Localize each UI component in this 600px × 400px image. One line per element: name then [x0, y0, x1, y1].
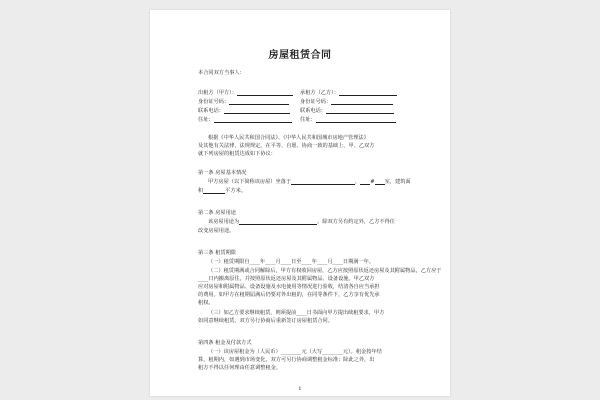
page-title: 房屋租赁合同 — [268, 50, 332, 61]
article-3-para-1: （一）租赁期限自____年____月____日至____年____月____日期满一年。 — [208, 259, 375, 265]
article-3-para-2-line-1: （二）租赁期满或合同解除后，甲方有权收回房屋，乙方应按照原状返还房屋及其附属物品，乙方应于 — [208, 268, 442, 274]
article-4-heading: 第四条 租金及付款方式 — [198, 340, 252, 346]
article-4-para-1-line-1: （一）该房屋租金为（人民币）________元（大写________元）。租金按年结 — [208, 349, 382, 355]
article-3-para-2-line-5: 租权。 — [198, 300, 214, 306]
article-3-para-3-line-1: （三）如乙方要求继续租赁，则须提前____日书面向甲方提出续租要求，甲方 — [208, 310, 385, 316]
preamble-line-1: 根据《中华人民共和国合同法》、《中华人民共和国城市房地产管理法》 — [208, 135, 369, 141]
address-right: 住址： — [300, 117, 396, 123]
article-2-line-1: 该房屋用途为 。除双方另有约定外，乙方不得任 — [208, 219, 395, 225]
article-3-para-2-line-2: ____日内搬离原住，并按照原状返还房屋及其附属物品、设备设施。甲乙双方 — [198, 276, 375, 282]
article-2-line-2: 改变房屋用途。 — [198, 228, 235, 234]
lessee-label: 承租方（乙方）： — [300, 90, 397, 96]
phone-right: 联系电话： — [300, 108, 394, 114]
lessor-label: 出租方（甲方）： — [198, 90, 293, 96]
article-4-para-1-line-2: 算，租期内，如遇到市场变化，双方可另行协商调整租金标准；除此之外，出 — [198, 357, 375, 363]
article-2-heading: 第二条 房屋用途 — [198, 210, 236, 216]
document-page — [150, 10, 450, 396]
preamble-line-3: 就下列房屋的租赁达成如下协议： — [198, 151, 276, 157]
article-3-para-2-line-3: 应对房屋和附属物品、设备设施及水电使用等情况进行验收，结清各自应当承担 — [198, 284, 380, 290]
address-left: 住址： — [198, 117, 292, 123]
phone-left: 联系电话： — [198, 108, 290, 114]
article-1-line-1: 甲方房屋（以下简称该房屋）坐落于 ， # 室，建筑面 — [208, 179, 411, 185]
id-number-left: 身份证号码： — [198, 99, 289, 105]
article-3-heading: 第三条 租赁期限 — [198, 250, 236, 256]
preamble-line-2: 及其他有关法律、法规规定，在平等、自愿、协商一致的基础上，甲、乙双方 — [198, 143, 375, 149]
article-1-line-2: 积 平方米。 — [198, 188, 246, 194]
article-1-heading: 第一条 房屋基本情况 — [198, 170, 247, 176]
intro-text: 本合同双方当事人： — [198, 70, 245, 76]
id-number-right: 身份证号码： — [300, 99, 393, 105]
article-4-para-1-line-3: 租方不得以任何理由任意调整租金。 — [198, 365, 282, 371]
page-number: 1 — [298, 386, 302, 392]
article-3-para-3-line-2: 如同意继续租赁，双方另行协商后重新签订房屋租赁合同。 — [198, 318, 333, 324]
article-3-para-2-line-4: 的费用。如甲方在租期届满后仍要对外出租的，在同等条件下，乙方享有优先承 — [198, 292, 380, 298]
